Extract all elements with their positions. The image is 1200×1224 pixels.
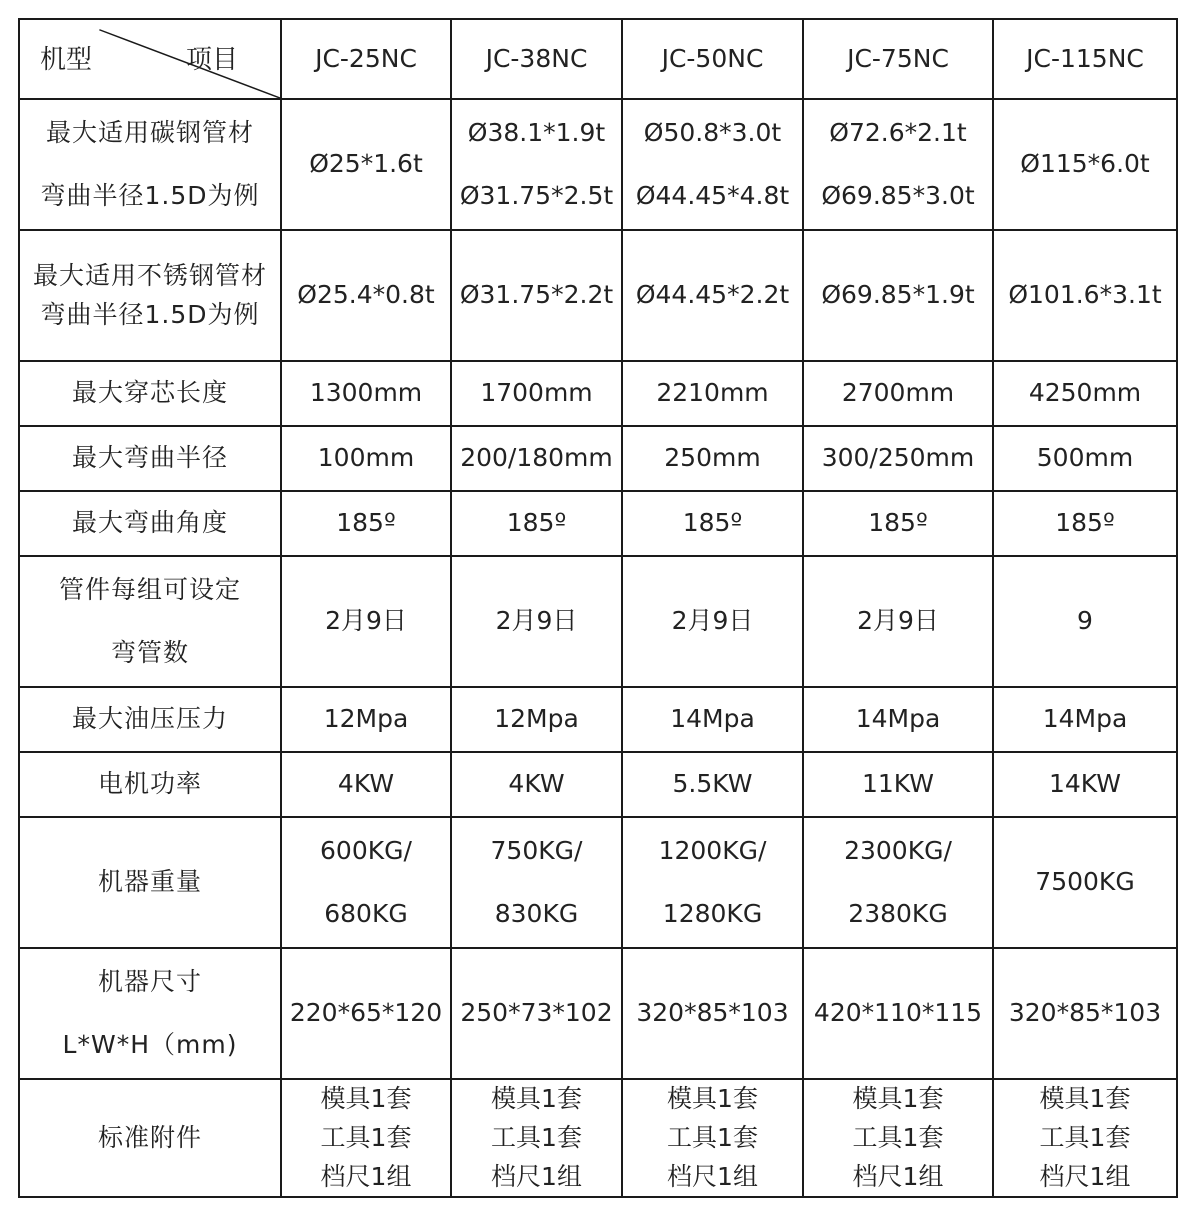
bend-radius-row: [19, 426, 1177, 491]
table-cell: 5.5KW: [622, 752, 803, 817]
table-cell: Ø31.75*2.2t: [451, 230, 622, 361]
row-label-line: 最大适用不锈钢管材: [32, 260, 267, 290]
accessory-item: 档尺1组: [667, 1161, 758, 1191]
table-cell: 14Mpa: [993, 687, 1177, 752]
table-cell: 14KW: [993, 752, 1177, 817]
row-label: [19, 230, 281, 361]
table-cell: 320*85*103: [993, 948, 1177, 1079]
row-label: 最大穿芯长度: [19, 361, 281, 426]
cell-value: Ø50.8*3.0t: [643, 118, 782, 147]
table-cell: Ø44.45*2.2t: [622, 230, 803, 361]
table-cell: 9: [993, 556, 1177, 687]
cell-value: 1280KG: [662, 898, 763, 928]
cell-value: Ø38.1*1.9t: [467, 118, 606, 147]
row-label: 电机功率: [19, 752, 281, 817]
cell-value: 600KG/: [320, 836, 412, 865]
accessory-item: 工具1套: [491, 1122, 582, 1152]
accessory-item: 档尺1组: [320, 1161, 412, 1191]
dimensions-row: [19, 948, 1177, 1079]
accessory-item: 模具1套: [667, 1084, 758, 1113]
table-cell: 250*73*102: [451, 948, 622, 1079]
row-label-line: L*W*H（mm): [62, 1029, 238, 1059]
table-cell: 2月9日: [451, 556, 622, 687]
accessory-item: 模具1套: [491, 1084, 582, 1113]
table-cell: [622, 817, 803, 948]
table-cell: 4KW: [281, 752, 451, 817]
table-cell: 300/250mm: [803, 426, 993, 491]
cell-value: 750KG/: [490, 836, 583, 865]
table-cell: [451, 817, 622, 948]
table-cell: 185º: [622, 491, 803, 556]
table-cell: 250mm: [622, 426, 803, 491]
accessory-item: 工具1套: [667, 1122, 758, 1152]
table-cell: 500mm: [993, 426, 1177, 491]
cell-value: 7500KG: [1035, 867, 1135, 897]
table-cell: 12Mpa: [281, 687, 451, 752]
weight-row: [19, 817, 1177, 948]
cell-value: Ø69.85*3.0t: [821, 180, 975, 210]
table-cell: 14Mpa: [803, 687, 993, 752]
row-label-line: 弯管数: [110, 637, 189, 667]
table-cell: [281, 1079, 451, 1197]
table-cell: 320*85*103: [622, 948, 803, 1079]
bends-per-group-row: [19, 556, 1177, 687]
accessory-item: 档尺1组: [1039, 1161, 1131, 1191]
table-cell: 4KW: [451, 752, 622, 817]
corner-item-label: 项目: [185, 45, 238, 75]
table-cell: [993, 99, 1177, 230]
table-cell: 185º: [803, 491, 993, 556]
cell-value: 830KG: [494, 898, 579, 928]
model-header: JC-75NC: [803, 19, 993, 99]
table-cell: 420*110*115: [803, 948, 993, 1079]
row-label: [19, 556, 281, 687]
corner-model-label: 机型: [40, 45, 93, 75]
carbon-steel-row: [19, 99, 1177, 230]
table-cell: [993, 817, 1177, 948]
row-label: 最大弯曲角度: [19, 491, 281, 556]
accessory-item: 模具1套: [320, 1084, 412, 1113]
table-cell: [451, 1079, 622, 1197]
accessory-item: 工具1套: [320, 1122, 412, 1152]
accessory-item: 工具1套: [1039, 1122, 1131, 1152]
table-cell: 11KW: [803, 752, 993, 817]
table-cell: [803, 99, 993, 230]
row-label: [19, 99, 281, 230]
table-cell: [622, 1079, 803, 1197]
accessory-item: 模具1套: [1039, 1084, 1131, 1113]
table-cell: [803, 817, 993, 948]
table-cell: 2月9日: [281, 556, 451, 687]
table-cell: 14Mpa: [622, 687, 803, 752]
table-cell: [993, 1079, 1177, 1197]
table-cell: 4250mm: [993, 361, 1177, 426]
spec-table: [18, 18, 1178, 1198]
oil-pressure-row: [19, 687, 1177, 752]
model-header: JC-115NC: [993, 19, 1177, 99]
table-cell: Ø25.4*0.8t: [281, 230, 451, 361]
accessory-item: 模具1套: [852, 1084, 944, 1113]
row-label-line: 机器尺寸: [97, 967, 202, 996]
table-cell: [803, 1079, 993, 1197]
stainless-steel-row: [19, 230, 1177, 361]
table-cell: [451, 99, 622, 230]
row-label: [19, 948, 281, 1079]
cell-value: 1200KG/: [658, 836, 767, 865]
accessory-item: 档尺1组: [491, 1161, 582, 1191]
row-label: 最大油压压力: [19, 687, 281, 752]
table-cell: 2月9日: [622, 556, 803, 687]
cell-value: Ø31.75*2.5t: [459, 180, 614, 210]
corner-header-cell: [19, 19, 281, 99]
table-cell: 100mm: [281, 426, 451, 491]
cell-value: Ø44.45*4.8t: [635, 180, 790, 210]
row-label: 最大弯曲半径: [19, 426, 281, 491]
table-cell: [622, 99, 803, 230]
accessory-item: 工具1套: [852, 1122, 944, 1152]
cell-value: 680KG: [324, 898, 408, 928]
accessory-item: 档尺1组: [852, 1161, 944, 1191]
header-row: [19, 19, 1177, 99]
row-label: 机器重量: [19, 817, 281, 948]
table-cell: 2月9日: [803, 556, 993, 687]
row-label-line: 管件每组可设定: [58, 575, 241, 604]
cell-value: 2380KG: [848, 898, 948, 928]
table-cell: 12Mpa: [451, 687, 622, 752]
table-cell: 200/180mm: [451, 426, 622, 491]
cell-value: Ø115*6.0t: [1020, 149, 1150, 179]
row-label: 标准附件: [19, 1079, 281, 1197]
row-label-line: 弯曲半径1.5D为例: [40, 299, 260, 329]
cell-value: 2300KG/: [844, 836, 952, 865]
table-cell: [281, 817, 451, 948]
bend-angle-row: [19, 491, 1177, 556]
table-cell: 1300mm: [281, 361, 451, 426]
table-cell: 185º: [451, 491, 622, 556]
table-cell: 2700mm: [803, 361, 993, 426]
table-cell: 220*65*120: [281, 948, 451, 1079]
row-label-line: 弯曲半径1.5D为例: [40, 180, 260, 210]
model-header: JC-38NC: [451, 19, 622, 99]
table-cell: 2210mm: [622, 361, 803, 426]
table-cell: [281, 99, 451, 230]
table-cell: Ø69.85*1.9t: [803, 230, 993, 361]
table-cell: 185º: [993, 491, 1177, 556]
core-length-row: [19, 361, 1177, 426]
table-cell: 1700mm: [451, 361, 622, 426]
motor-power-row: [19, 752, 1177, 817]
model-header: JC-25NC: [281, 19, 451, 99]
accessories-row: [19, 1079, 1177, 1197]
model-header: JC-50NC: [622, 19, 803, 99]
row-label-line: 最大适用碳钢管材: [45, 118, 254, 147]
cell-value: Ø72.6*2.1t: [829, 118, 967, 147]
cell-value: Ø25*1.6t: [309, 149, 423, 179]
table-cell: 185º: [281, 491, 451, 556]
table-cell: Ø101.6*3.1t: [993, 230, 1177, 361]
